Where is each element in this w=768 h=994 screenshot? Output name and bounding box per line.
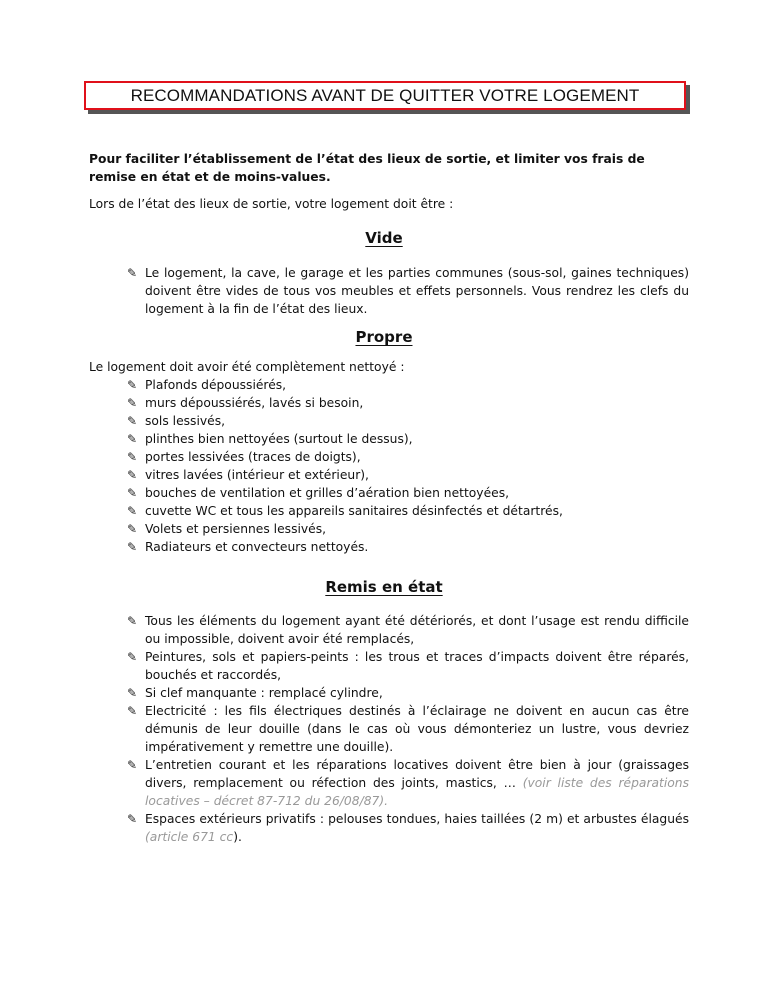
heading-propre: Propre <box>355 328 413 346</box>
check-arrow-icon: ✎ <box>127 540 138 554</box>
check-arrow-icon: ✎ <box>127 266 138 280</box>
list-item: ✎ Tous les éléments du logement ayant été détériorés, et dont l’usage est rendu difficile ou impossible, doivent avoir été remplacés, <box>127 614 689 646</box>
list-vide <box>127 264 689 318</box>
check-arrow-icon: ✎ <box>127 758 138 772</box>
lead-paragraph: Lors de l’état des lieux de sortie, votre logement doit être : <box>89 197 454 211</box>
legal-reference: (voir liste des réparations locatives – décret 87-712 du 26/08/87). <box>145 776 689 808</box>
list-propre <box>127 376 689 556</box>
check-arrow-icon: ✎ <box>127 396 138 410</box>
check-arrow-icon: ✎ <box>127 686 138 700</box>
check-arrow-icon: ✎ <box>127 504 138 518</box>
check-arrow-icon: ✎ <box>127 450 138 464</box>
list-item: ✎ Electricité : les fils électriques destinés à l’éclairage ne doivent en aucun cas être démunis de leur douille (dans le cas où vous démonteriez un lustre, vous devriez impérativement y remettre une douille). <box>127 704 689 754</box>
page-title: RECOMMANDATIONS AVANT DE QUITTER VOTRE LOGEMENT <box>84 81 686 110</box>
list-remis-en-etat <box>127 612 689 846</box>
check-arrow-icon: ✎ <box>127 414 138 428</box>
list-item: ✎ plinthes bien nettoyées (surtout le dessus), <box>127 432 413 446</box>
check-arrow-icon: ✎ <box>127 378 138 392</box>
check-arrow-icon: ✎ <box>127 812 138 826</box>
heading-remis-en-etat: Remis en état <box>325 578 443 596</box>
list-item: ✎ bouches de ventilation et grilles d’aération bien nettoyées, <box>127 486 510 500</box>
check-arrow-icon: ✎ <box>127 704 138 718</box>
list-item: ✎ cuvette WC et tous les appareils sanitaires désinfectés et détartrés, <box>127 504 563 518</box>
list-item: ✎ Si clef manquante : remplacé cylindre, <box>127 686 383 700</box>
check-arrow-icon: ✎ <box>127 432 138 446</box>
list-item: ✎ portes lessivées (traces de doigts), <box>127 450 361 464</box>
list-item: ✎ Espaces extérieurs privatifs : pelouses tondues, haies taillées (2 m) et arbustes élagués (article 671 cc). <box>127 812 689 844</box>
check-arrow-icon: ✎ <box>127 650 138 664</box>
list-item: ✎ L’entretien courant et les réparations locatives doivent être bien à jour (graissages divers, remplacement ou réfection des joints, mastics, … (voir liste des réparations locatives – décret 87-712 du 26/08/87). <box>127 758 689 808</box>
check-arrow-icon: ✎ <box>127 468 138 482</box>
list-item: ✎ sols lessivés, <box>127 414 226 428</box>
check-arrow-icon: ✎ <box>127 522 138 536</box>
intro-paragraph: Pour faciliter l’établissement de l’état des lieux de sortie, et limiter vos frais de remise en état et de moins-values. <box>89 152 645 184</box>
list-item: ✎ Volets et persiennes lessivés, <box>127 522 327 536</box>
list-item: ✎ Le logement, la cave, le garage et les parties communes (sous-sol, gaines techniques) doivent être vides de tous vos meubles et effets personnels. Vous rendrez les clefs du logement à la fin de l’état des lieux. <box>127 266 689 316</box>
list-item: ✎ Plafonds dépoussiérés, <box>127 378 287 392</box>
heading-vide: Vide <box>365 229 403 247</box>
list-item: ✎ Peintures, sols et papiers-peints : les trous et traces d’impacts doivent être réparés, bouchés et raccordés, <box>127 650 689 682</box>
check-arrow-icon: ✎ <box>127 486 138 500</box>
propre-lead: Le logement doit avoir été complètement nettoyé : <box>89 360 405 374</box>
legal-reference: (article 671 cc <box>145 830 234 844</box>
list-item: ✎ Radiateurs et convecteurs nettoyés. <box>127 540 369 554</box>
check-arrow-icon: ✎ <box>127 614 138 628</box>
list-item: ✎ murs dépoussiérés, lavés si besoin, <box>127 396 364 410</box>
list-item: ✎ vitres lavées (intérieur et extérieur), <box>127 468 369 482</box>
